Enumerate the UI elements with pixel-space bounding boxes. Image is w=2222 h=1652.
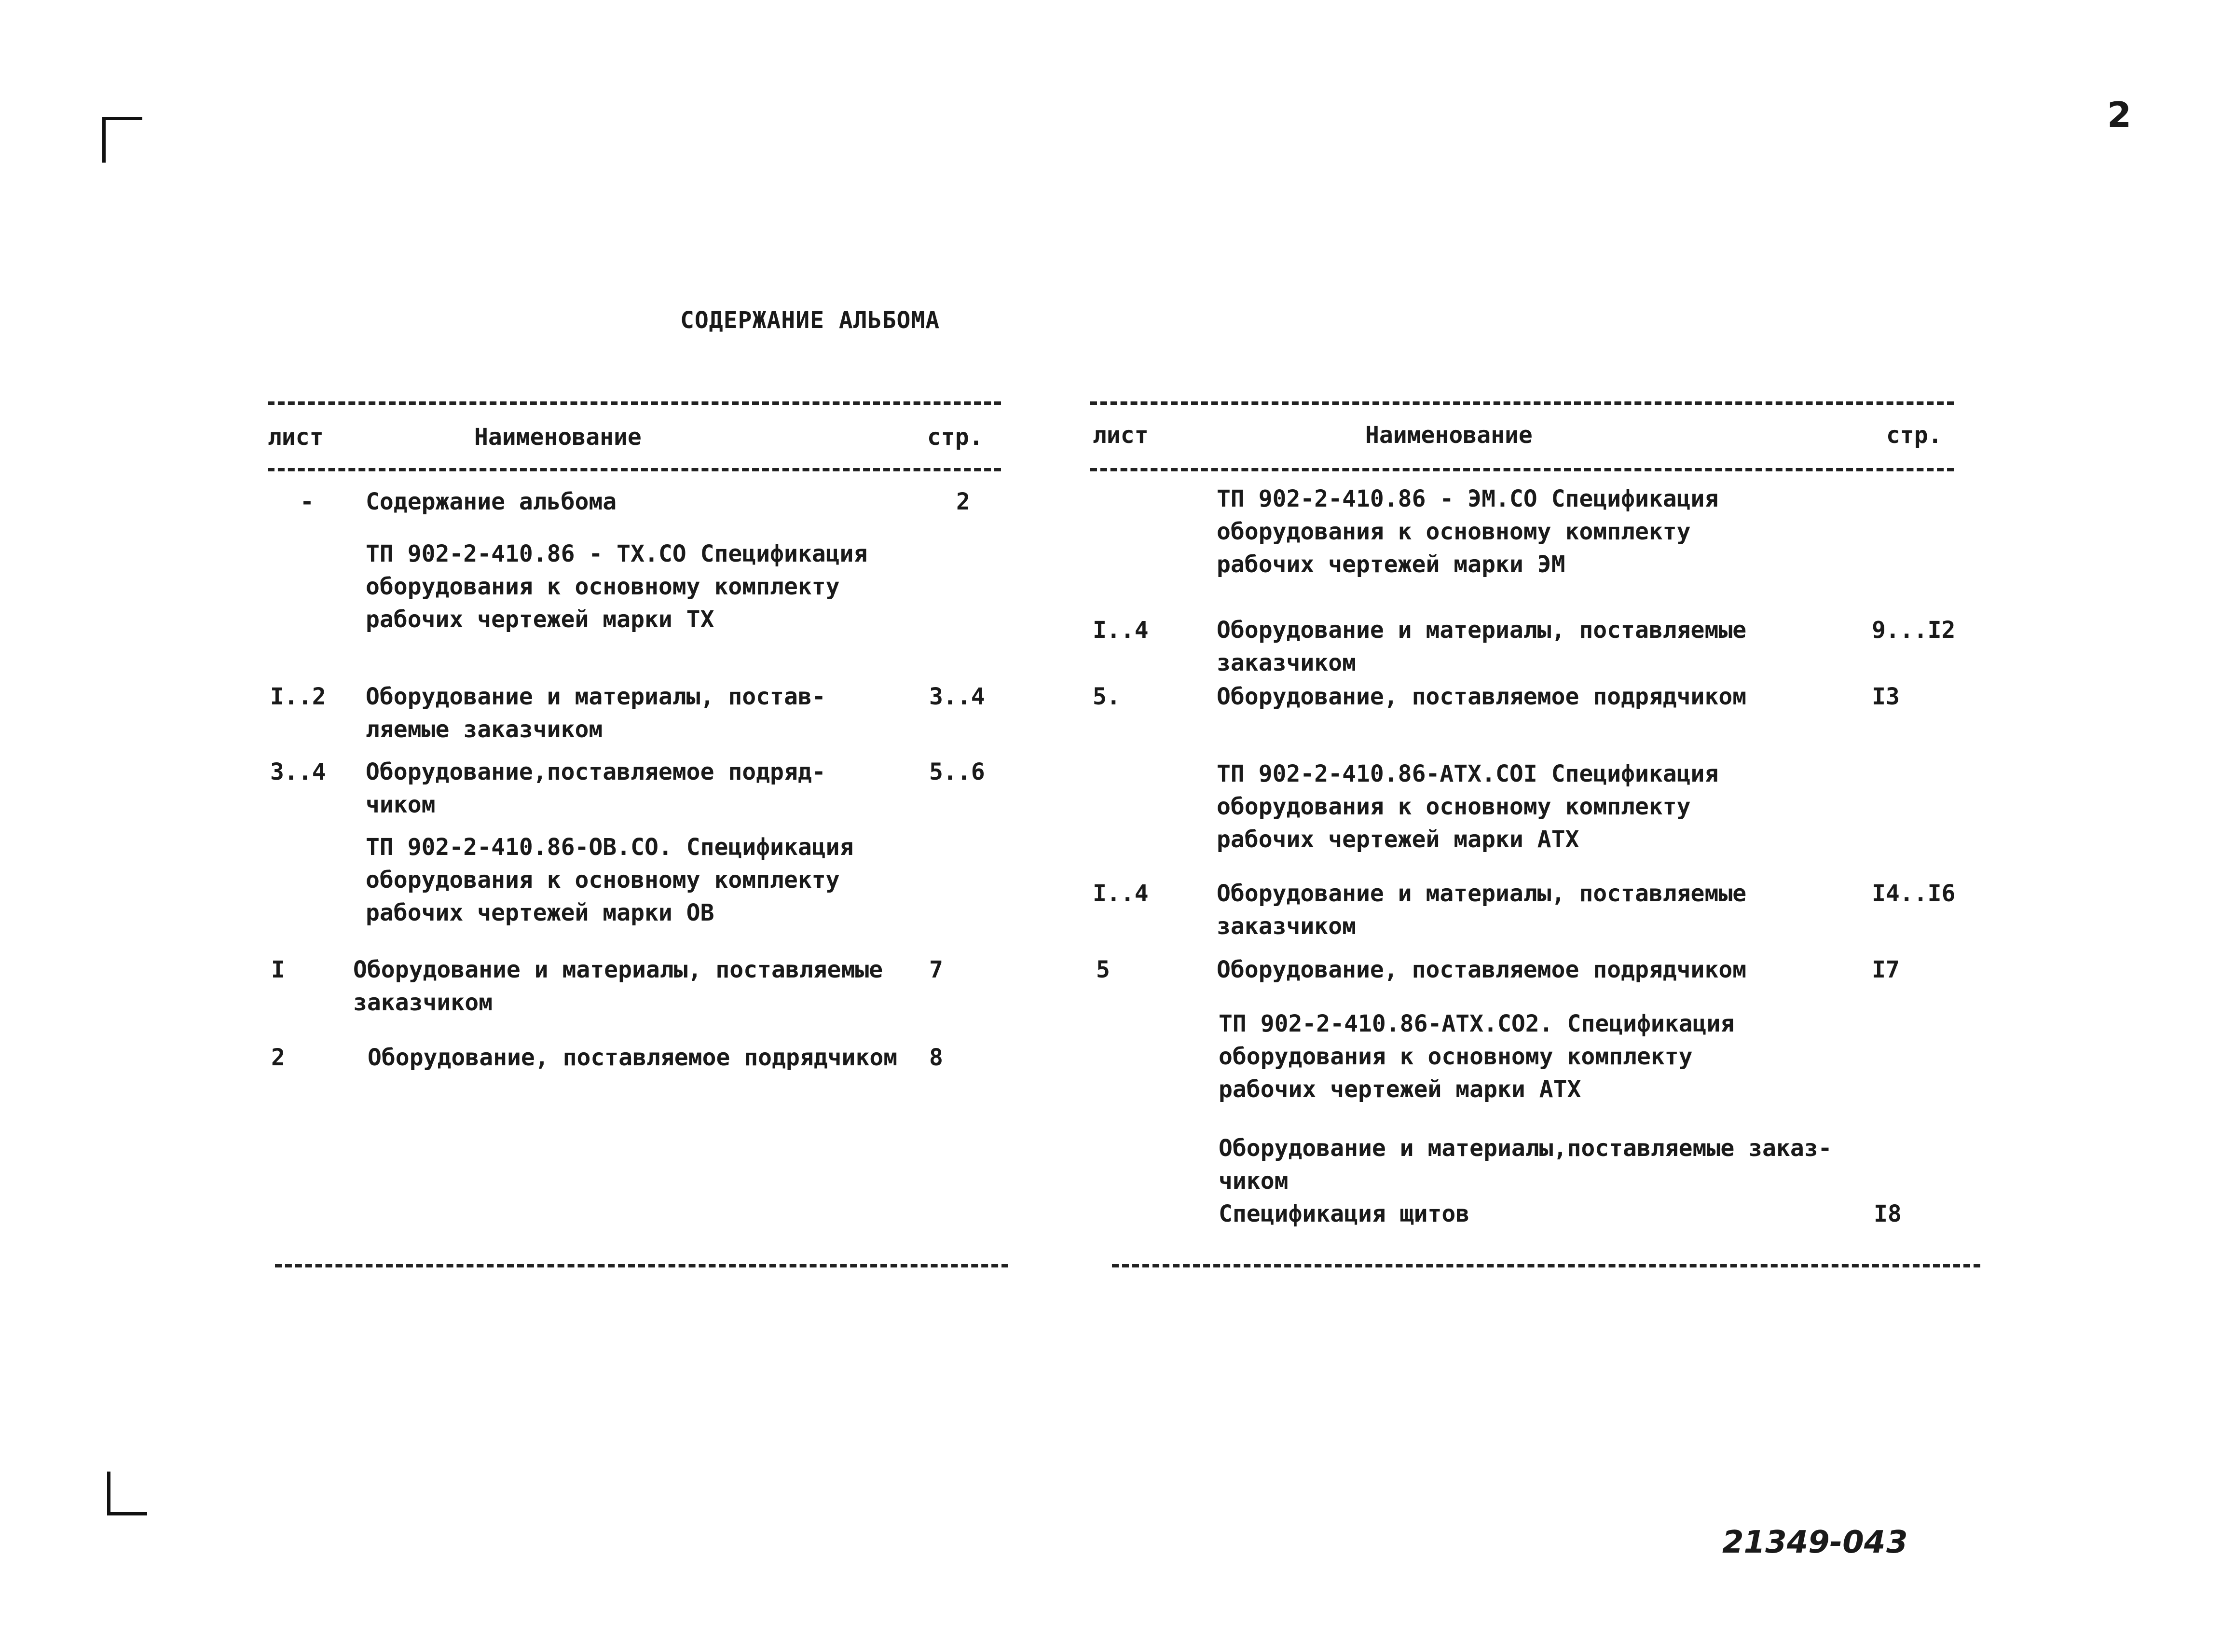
- cell-name: рабочих чертежей марки ТХ: [366, 606, 714, 633]
- cell-name: рабочих чертежей марки ОВ: [366, 899, 714, 926]
- cell-page: 2: [956, 488, 970, 515]
- cell-name: оборудования к основному комплекту: [366, 573, 840, 600]
- cell-name: заказчиком: [353, 989, 493, 1016]
- page-title: СОДЕРЖАНИЕ АЛЬБОМА: [680, 307, 940, 334]
- cell-name: Оборудование и материалы, поставляемые: [353, 956, 883, 983]
- cell-page: I4..I6: [1872, 880, 1956, 907]
- cell-name: чиком: [366, 791, 436, 818]
- header-name: Наименование: [1365, 422, 1533, 449]
- cell-page: I7: [1872, 956, 1900, 983]
- cell-name: чиком: [1219, 1168, 1289, 1195]
- dashed-rule: [1090, 468, 1954, 471]
- cell-sheet: 3..4: [270, 758, 326, 785]
- cell-page: 5..6: [929, 758, 985, 785]
- cell-name: Оборудование и материалы, поставляемые: [1217, 617, 1747, 644]
- dashed-rule: [275, 1264, 1008, 1267]
- sheet-number-stamp: 3: [1886, 1525, 1908, 1560]
- dashed-rule: [268, 401, 1001, 405]
- cell-page: 9...I2: [1872, 617, 1956, 644]
- cell-name: Оборудование, поставляемое подрядчиком: [368, 1044, 898, 1071]
- cell-name: ТП 902-2-410.86-АТХ.СОI Спецификация: [1217, 760, 1719, 787]
- cell-name: оборудования к основному комплекту: [1217, 518, 1691, 545]
- cell-sheet: I..2: [270, 683, 326, 710]
- header-name: Наименование: [474, 424, 642, 451]
- cell-sheet: 5.: [1093, 683, 1121, 710]
- corner-mark-top-left: [102, 117, 142, 163]
- cell-name: Оборудование, поставляемое подрядчиком: [1217, 683, 1747, 710]
- cell-name: ТП 902-2-410.86 - ЭМ.СО Спецификация: [1217, 485, 1719, 512]
- header-sheet: лист: [268, 424, 324, 451]
- cell-name: ТП 902-2-410.86-АТХ.СО2. Спецификация: [1219, 1010, 1735, 1037]
- page-number: 2: [2107, 95, 2132, 135]
- cell-sheet: I: [271, 956, 285, 983]
- cell-page: 7: [929, 956, 943, 983]
- cell-sheet: 5: [1096, 956, 1110, 983]
- cell-name: оборудования к основному комплекту: [1219, 1043, 1693, 1070]
- cell-page: I3: [1872, 683, 1900, 710]
- header-page: стр.: [1886, 422, 1942, 449]
- cell-name: оборудования к основному комплекту: [366, 867, 840, 894]
- cell-name: Оборудование,поставляемое подряд-: [366, 758, 826, 785]
- cell-page: 8: [929, 1044, 943, 1071]
- cell-name: рабочих чертежей марки АТХ: [1219, 1076, 1581, 1103]
- document-code-stamp: 21349-04: [1722, 1525, 1886, 1560]
- cell-name: Оборудование, поставляемое подрядчиком: [1217, 956, 1747, 983]
- cell-sheet: 2: [271, 1044, 285, 1071]
- cell-sheet: I..4: [1093, 617, 1149, 644]
- corner-mark-bottom-left: [107, 1472, 147, 1515]
- cell-name: заказчиком: [1217, 649, 1356, 676]
- cell-sheet: -: [300, 488, 314, 515]
- cell-name: заказчиком: [1217, 913, 1356, 940]
- cell-name: рабочих чертежей марки ЭМ: [1217, 551, 1565, 578]
- dashed-rule: [1090, 401, 1954, 405]
- cell-name: ТП 902-2-410.86 - ТХ.СО Спецификация: [366, 540, 868, 567]
- cell-name: рабочих чертежей марки АТХ: [1217, 826, 1579, 853]
- cell-name: Оборудование и материалы,поставляемые заказ-: [1219, 1135, 1832, 1162]
- header-sheet: лист: [1093, 422, 1149, 449]
- dashed-rule: [1112, 1264, 1980, 1267]
- header-page: стр.: [927, 424, 983, 451]
- cell-name: ТП 902-2-410.86-ОВ.СО. Спецификация: [366, 834, 854, 861]
- cell-sheet: I..4: [1093, 880, 1149, 907]
- cell-page: 3..4: [929, 683, 985, 710]
- cell-name: оборудования к основному комплекту: [1217, 793, 1691, 820]
- cell-name: Спецификация щитов: [1219, 1200, 1470, 1227]
- cell-name: Оборудование и материалы, поставляемые: [1217, 880, 1747, 907]
- cell-name: Оборудование и материалы, постав-: [366, 683, 826, 710]
- dashed-rule: [268, 468, 1001, 471]
- cell-page: I8: [1874, 1200, 1902, 1227]
- cell-name: ляемые заказчиком: [366, 716, 603, 743]
- cell-name: Содержание альбома: [366, 488, 617, 515]
